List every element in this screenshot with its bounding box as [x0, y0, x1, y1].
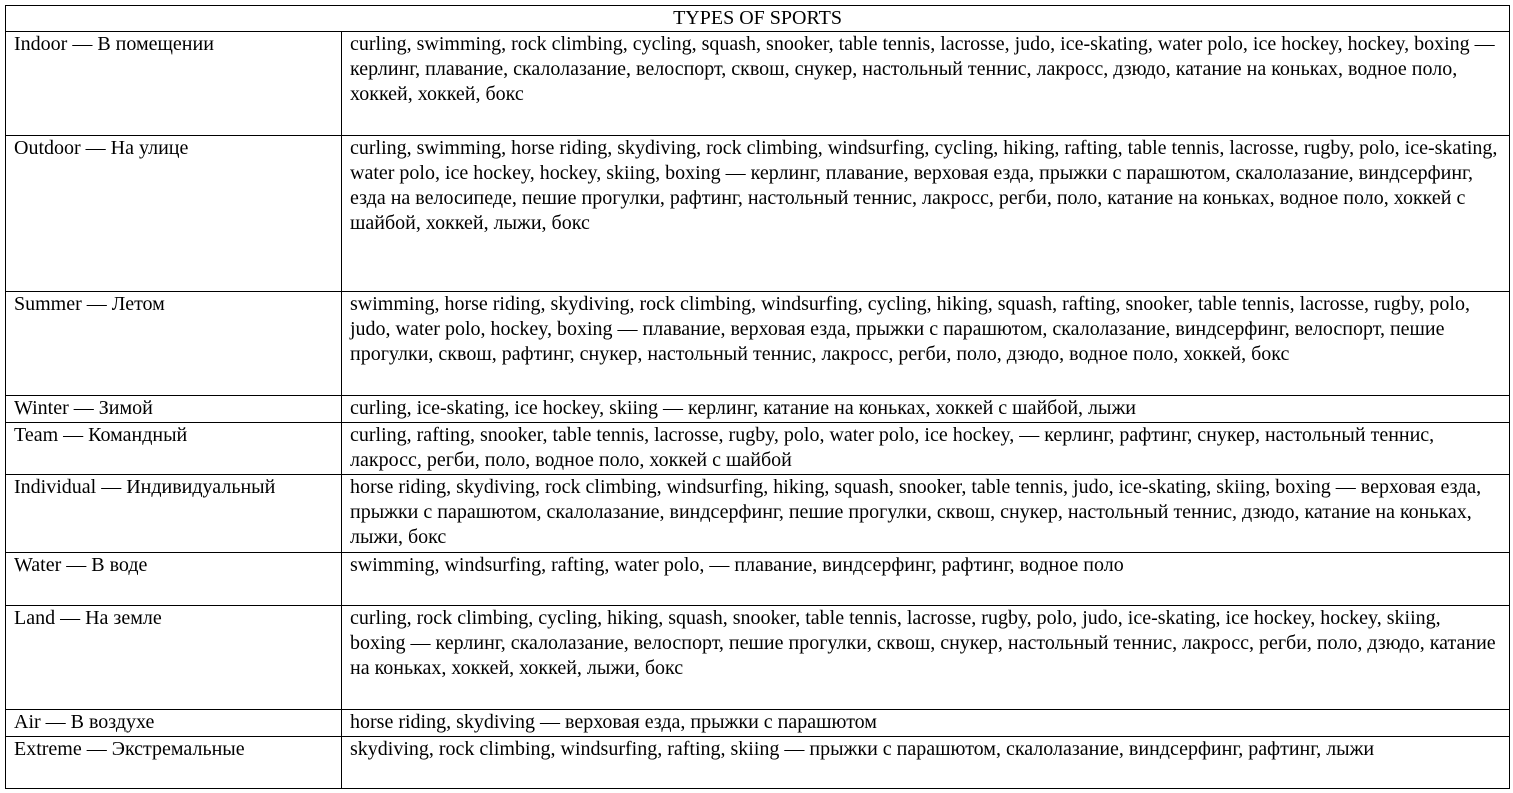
table-row-outdoor	[6, 136, 1510, 292]
table-row-extreme	[6, 737, 1510, 789]
category-cell: Individual — Индивидуальный	[6, 475, 342, 553]
table-row-team	[6, 423, 1510, 475]
category-cell: Outdoor — На улице	[6, 136, 342, 292]
sports-list-cell: curling, rafting, snooker, table tennis, lacrosse, rugby, polo, water polo, ice hockey, — керлинг, рафтинг, снукер, настольный теннис, лакросс, регби, поло, водное поло, хоккей с шайбой	[342, 423, 1510, 475]
category-cell: Summer — Летом	[6, 292, 342, 396]
category-cell: Air — В воздухе	[6, 710, 342, 737]
sports-list-cell: curling, rock climbing, cycling, hiking, squash, snooker, table tennis, lacrosse, rugby, polo, judo, ice-skating, ice hockey, hockey, skiing, boxing — керлинг, скалолазание, велоспорт, пешие прогулки, сквош, снукер, настольный теннис, лакросс, регби, поло, дзюдо, катание на коньках, хоккей, хоккей, лыжи, бокс	[342, 606, 1510, 710]
category-cell: Indoor — В помещении	[6, 32, 342, 136]
table-row-indoor	[6, 32, 1510, 136]
category-cell: Land — На земле	[6, 606, 342, 710]
table-row-air	[6, 710, 1510, 737]
sports-list-cell: horse riding, skydiving, rock climbing, windsurfing, hiking, squash, snooker, table tennis, judo, ice-skating, skiing, boxing — верховая езда, прыжки с парашютом, скалолазание, виндсерфинг, пешие прогулки, сквош, снукер, настольный теннис, дзюдо, катание на коньках, лыжи, бокс	[342, 475, 1510, 553]
table-title: TYPES OF SPORTS	[6, 6, 1510, 32]
sports-list-cell: swimming, horse riding, skydiving, rock climbing, windsurfing, cycling, hiking, squash, rafting, snooker, table tennis, lacrosse, rugby, polo, judo, water polo, hockey, boxing — плавание, верховая езда, прыжки с парашютом, скалолазание, виндсерфинг, велоспорт, пешие прогулки, сквош, рафтинг, снукер, настольный теннис, лакросс, регби, поло, дзюдо, водное поло, хоккей, бокс	[342, 292, 1510, 396]
table-row-land	[6, 606, 1510, 710]
table-title-row	[6, 6, 1510, 32]
sports-list-cell: curling, swimming, rock climbing, cycling, squash, snooker, table tennis, lacrosse, judo, ice-skating, water polo, ice hockey, hockey, boxing — керлинг, плавание, скалолазание, велоспорт, сквош, снукер, настольный теннис, лакросс, дзюдо, катание на коньках, водное поло, хоккей, хоккей, бокс	[342, 32, 1510, 136]
category-cell: Winter — Зимой	[6, 396, 342, 423]
sports-list-cell: skydiving, rock climbing, windsurfing, rafting, skiing — прыжки с парашютом, скалолазание, виндсерфинг, рафтинг, лыжи	[342, 737, 1510, 789]
table-row-summer	[6, 292, 1510, 396]
table-row-individual	[6, 475, 1510, 553]
sports-list-cell: curling, swimming, horse riding, skydiving, rock climbing, windsurfing, cycling, hiking, rafting, table tennis, lacrosse, rugby, polo, ice-skating, water polo, ice hockey, hockey, skiing, boxing — керлинг, плавание, верховая езда, прыжки с парашютом, скалолазание, виндсерфинг, езда на велосипеде, пешие прогулки, рафтинг, настольный теннис, лакросс, регби, поло, катание на коньках, водное поло, хоккей с шайбой, хоккей, лыжи, бокс	[342, 136, 1510, 292]
sports-list-cell: swimming, windsurfing, rafting, water polo, — плавание, виндсерфинг, рафтинг, водное поло	[342, 553, 1510, 606]
category-cell: Extreme — Экстремальные	[6, 737, 342, 789]
category-cell: Team — Командный	[6, 423, 342, 475]
sports-list-cell: curling, ice-skating, ice hockey, skiing — керлинг, катание на коньках, хоккей с шайбой, лыжи	[342, 396, 1510, 423]
category-cell: Water — В воде	[6, 553, 342, 606]
table-row-water	[6, 553, 1510, 606]
table-row-winter	[6, 396, 1510, 423]
sports-types-table	[5, 5, 1510, 789]
sports-list-cell: horse riding, skydiving — верховая езда, прыжки с парашютом	[342, 710, 1510, 737]
